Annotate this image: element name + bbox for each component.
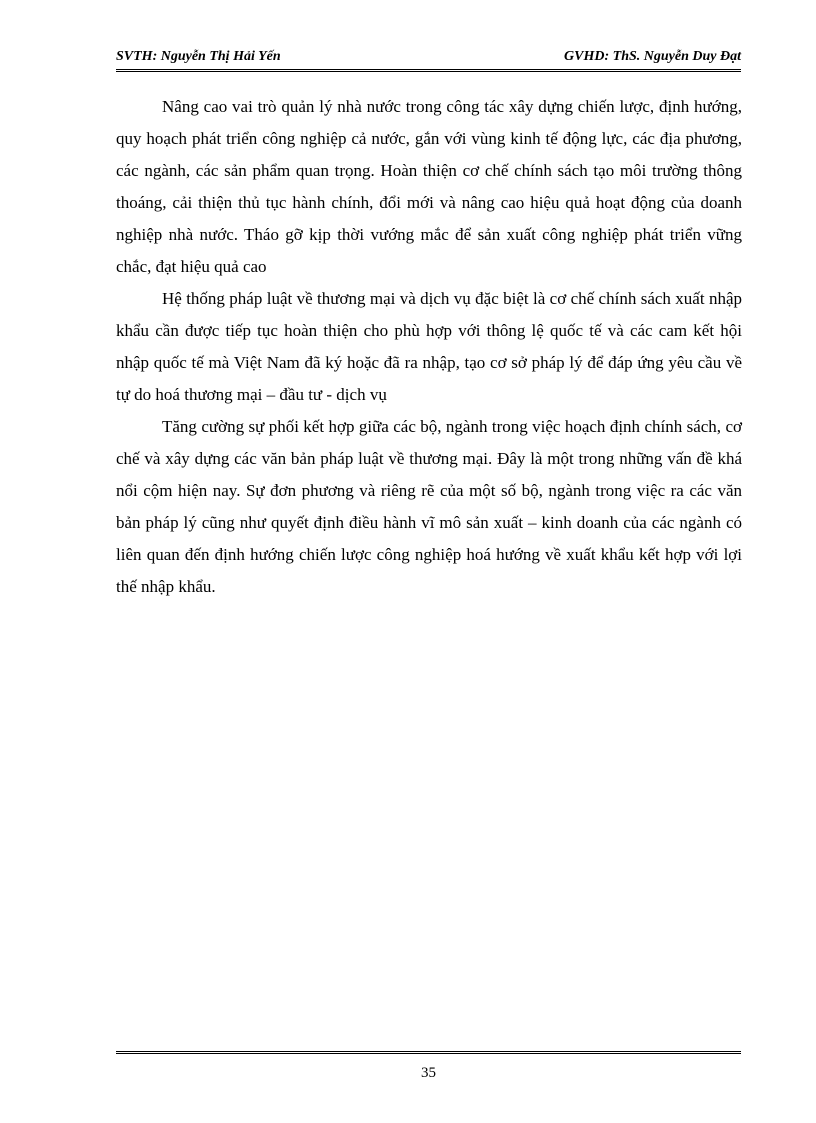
document-body: [116, 91, 742, 603]
paragraph-3: Tăng cường sự phối kết hợp giữa các bộ, ngành trong việc hoạch định chính sách, cơ chế và xây dựng các văn bản pháp luật về thương mại. Đây là một trong những vấn đề khá nổi cộm hiện nay. Sự đơn phương và riêng rẽ của một số bộ, ngành trong việc ra các văn bản pháp lý cũng như quyết định điều hành vĩ mô sản xuất – kinh doanh của các ngành có liên quan đến định hướng chiến lược công nghiệp hoá hướng về xuất khẩu kết hợp với lợi thế nhập khẩu.: [116, 417, 742, 596]
page-header: [116, 49, 741, 71]
paragraph-2: Hệ thống pháp luật về thương mại và dịch vụ đặc biệt là cơ chế chính sách xuất nhập khẩu cần được tiếp tục hoàn thiện cho phù hợp với thông lệ quốc tế và các cam kết hội nhập quốc tế mà Việt Nam đã ký hoặc đã ra nhập, tạo cơ sở pháp lý để đáp ứng yêu cầu về tự do hoá thương mại – đầu tư - dịch vụ: [116, 289, 742, 404]
page-number: 35: [421, 1065, 436, 1081]
footer-divider: [116, 1051, 741, 1054]
paragraph-1: Nâng cao vai trò quản lý nhà nước trong công tác xây dựng chiến lược, định hướng, quy hoạch phát triển công nghiệp cả nước, gắn với vùng kinh tế động lực, các địa phương, các ngành, các sản phẩm quan trọng. Hoàn thiện cơ chế chính sách tạo môi trường thông thoáng, cải thiện thủ tục hành chính, đổi mới và nâng cao hiệu quả hoạt động của doanh nghiệp nhà nước. Tháo gỡ kịp thời vướng mắc để sản xuất công nghiệp phát triển vững chắc, đạt hiệu quả cao: [116, 97, 742, 276]
header-student: SVTH: Nguyễn Thị Hải Yến: [116, 49, 281, 64]
header-advisor: GVHD: ThS. Nguyễn Duy Đạt: [564, 49, 741, 64]
header-divider: [116, 69, 741, 72]
